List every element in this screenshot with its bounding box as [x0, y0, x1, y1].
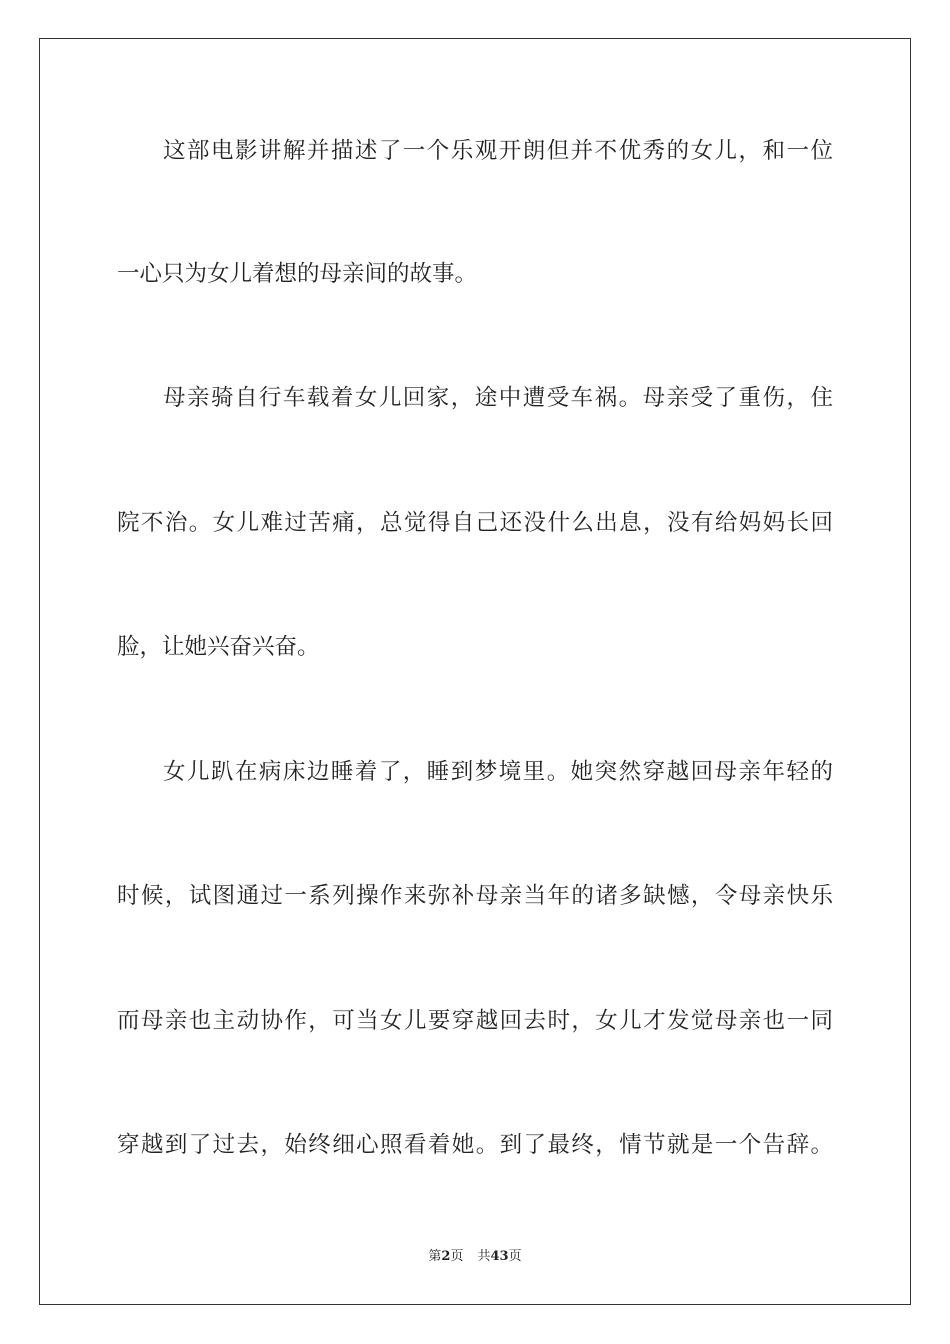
paragraph-3-line-1: 女儿趴在病床边睡着了，睡到梦境里。她突然穿越回母亲年轻的 [163, 759, 833, 785]
total-pages: 43 [490, 1249, 509, 1264]
paragraph-2-line-1: 母亲骑自行车载着女儿回家，途中遭受车祸。母亲受了重伤，住 [163, 385, 833, 411]
total-prefix: 共 [477, 1249, 491, 1264]
paragraph-2-line-3: 脸，让她兴奋兴奋。 [117, 634, 320, 660]
page-footer [0, 1248, 950, 1266]
paragraph-3-line-2: 时候，试图通过一系列操作来弥补母亲当年的诸多缺憾，令母亲快乐 [117, 883, 833, 909]
page-prefix: 第 [428, 1249, 442, 1264]
page-suffix: 页 [450, 1249, 464, 1264]
total-suffix: 页 [508, 1249, 522, 1264]
paragraph-3-line-3: 而母亲也主动协作，可当女儿要穿越回去时，女儿才发觉母亲也一同 [117, 1008, 833, 1034]
page-number: 2 [441, 1249, 451, 1264]
paragraph-2-line-2: 院不治。女儿难过苦痛，总觉得自己还没什么出息，没有给妈妈长回 [117, 510, 833, 536]
paragraph-1-line-1: 这部电影讲解并描述了一个乐观开朗但并不优秀的女儿，和一位 [163, 138, 833, 164]
page-border [39, 38, 911, 1305]
paragraph-1-line-2: 一心只为女儿着想的母亲间的故事。 [117, 261, 478, 287]
paragraph-3-line-4: 穿越到了过去，始终细心照看着她。到了最终，情节就是一个告辞。 [117, 1132, 833, 1158]
